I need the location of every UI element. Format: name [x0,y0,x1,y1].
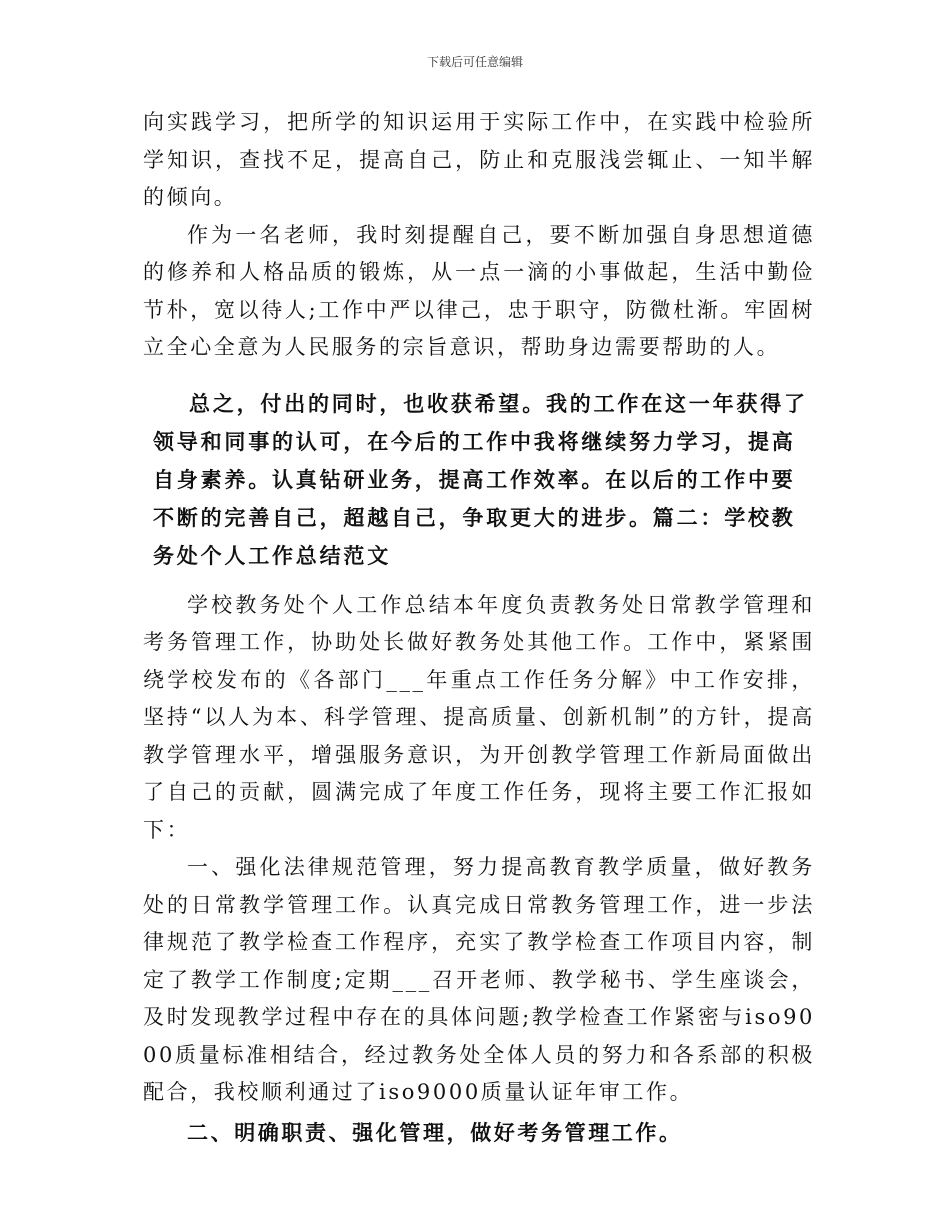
paragraph-academic-affairs-intro: 学校教务处个人工作总结本年度负责教务处日常教学管理和考务管理工作，协助处长做好教务处其他工作。工作中，紧紧围绕学校发布的《各部门___年重点工作任务分解》中工作安排，坚持“以人为本、科学管理、提高质量、创新机制”的方针，提高教学管理水平，增强服务意识，为开创教学管理工作新局面做出了自己的贡献，圆满完成了年度工作任务，现将主要工作汇报如下： [143,592,815,842]
page-header-note: 下载后可任意编辑 [426,55,523,69]
summary-bold-text: 总之，付出的同时，也收获希望。我的工作在这一年获得了领导和同事的认可，在今后的工作中我将继续努力学习，提高自身素养。认真钻研业务，提高工作效率。在以后的工作中要不断的完善自己，超越自己，争取更大的进步。篇二：学校教务处个人工作总结范文 [153,390,808,568]
summary-bold-block [143,385,815,575]
section-two-heading: 二、明确职责、强化管理，做好考务管理工作。 [187,1119,683,1145]
paragraph-practice: 向实践学习，把所学的知识运用于实际工作中，在实践中检验所学知识，查找不足，提高自己，防止和克服浅尝辄止、一知半解的倾向。 [143,110,815,209]
document-body [143,104,815,1151]
paragraph-section-one: 一、强化法律规范管理，努力提高教育教学质量，做好教务处的日常教学管理工作。认真完成日常教务管理工作，进一步法律规范了教学检查工作程序，充实了教学检查工作项目内容，制定了教学工作制度;定期___召开老师、教学秘书、学生座谈会，及时发现教学过程中存在的具体问题;教学检查工作紧密与iso9000质量标准相结合，经过教务处全体人员的努力和各系部的积极配合，我校顺利通过了iso9000质量认证年审工作。 [143,855,815,1104]
paragraph-teacher-morality: 作为一名老师，我时刻提醒自己，要不断加强自身思想道德的修养和人格品质的锻炼，从一点一滴的小事做起，生活中勤俭节朴，宽以待人;工作中严以律己，忠于职守，防微杜渐。牢固树立全心全意为人民服务的宗旨意识，帮助身边需要帮助的人。 [143,222,815,359]
